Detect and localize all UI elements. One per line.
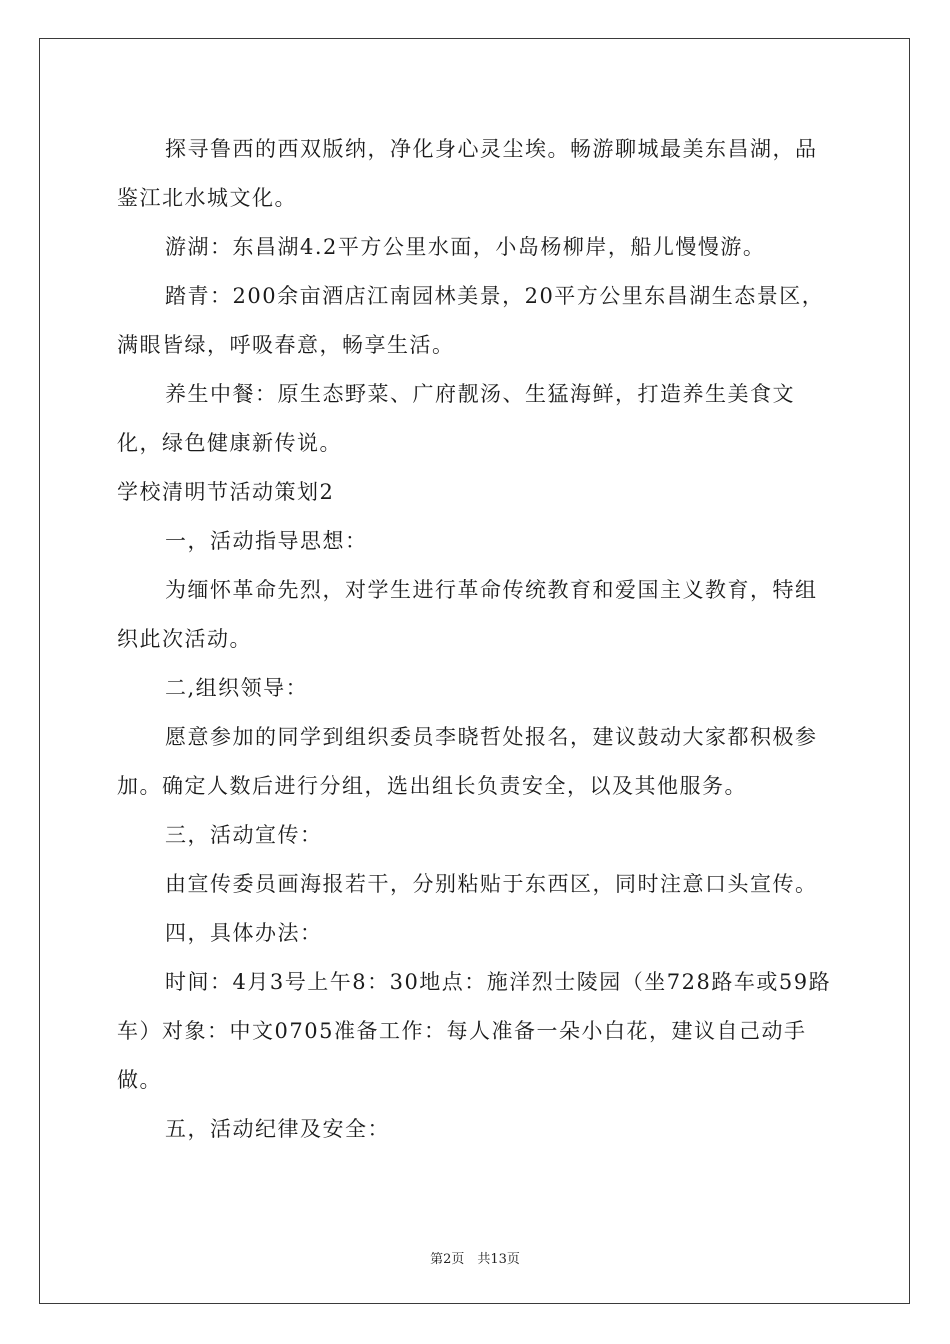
paragraph-lake: 游湖：东昌湖4.2平方公里水面，小岛杨柳岸，船儿慢慢游。 <box>165 235 766 259</box>
paragraph-organization: 愿意参加的同学到组织委员李晓哲处报名，建议鼓动大家都积极参加。确定人数后进行分组，选出组长负责安全，以及其他服务。 <box>117 725 818 798</box>
paragraph-intro: 探寻鲁西的西双版纳，净化身心灵尘埃。畅游聊城最美东昌湖，品鉴江北水城文化。 <box>117 137 818 210</box>
heading-discipline: 五，活动纪律及安全： <box>165 1117 390 1141</box>
page-number-footer: 第2页 共13页 <box>430 1252 520 1267</box>
heading-organization: 二,组织领导： <box>165 676 309 700</box>
paragraph-publicity: 由宣传委员画海报若干，分别粘贴于东西区，同时注意口头宣传。 <box>165 872 818 896</box>
paragraph-outing: 踏青：200余亩酒店江南园林美景，20平方公里东昌湖生态景区，满眼皆绿，呼吸春意，畅享生活。 <box>117 284 825 357</box>
heading-method: 四，具体办法： <box>165 921 323 945</box>
paragraph-lunch: 养生中餐：原生态野菜、广府靓汤、生猛海鲜，打造养生美食文化，绿色健康新传说。 <box>117 382 795 455</box>
heading-guiding-idea: 一，活动指导思想： <box>165 529 368 553</box>
section-title: 学校清明节活动策划2 <box>117 480 335 504</box>
paragraph-method: 时间：4月3号上午8：30地点：施洋烈士陵园（坐728路车或59路车）对象：中文0705准备工作：每人准备一朵小白花，建议自己动手做。 <box>117 970 832 1092</box>
heading-publicity: 三，活动宣传： <box>165 823 323 847</box>
document-body <box>117 125 839 1154</box>
paragraph-guiding-idea: 为缅怀革命先烈，对学生进行革命传统教育和爱国主义教育，特组织此次活动。 <box>117 578 818 651</box>
